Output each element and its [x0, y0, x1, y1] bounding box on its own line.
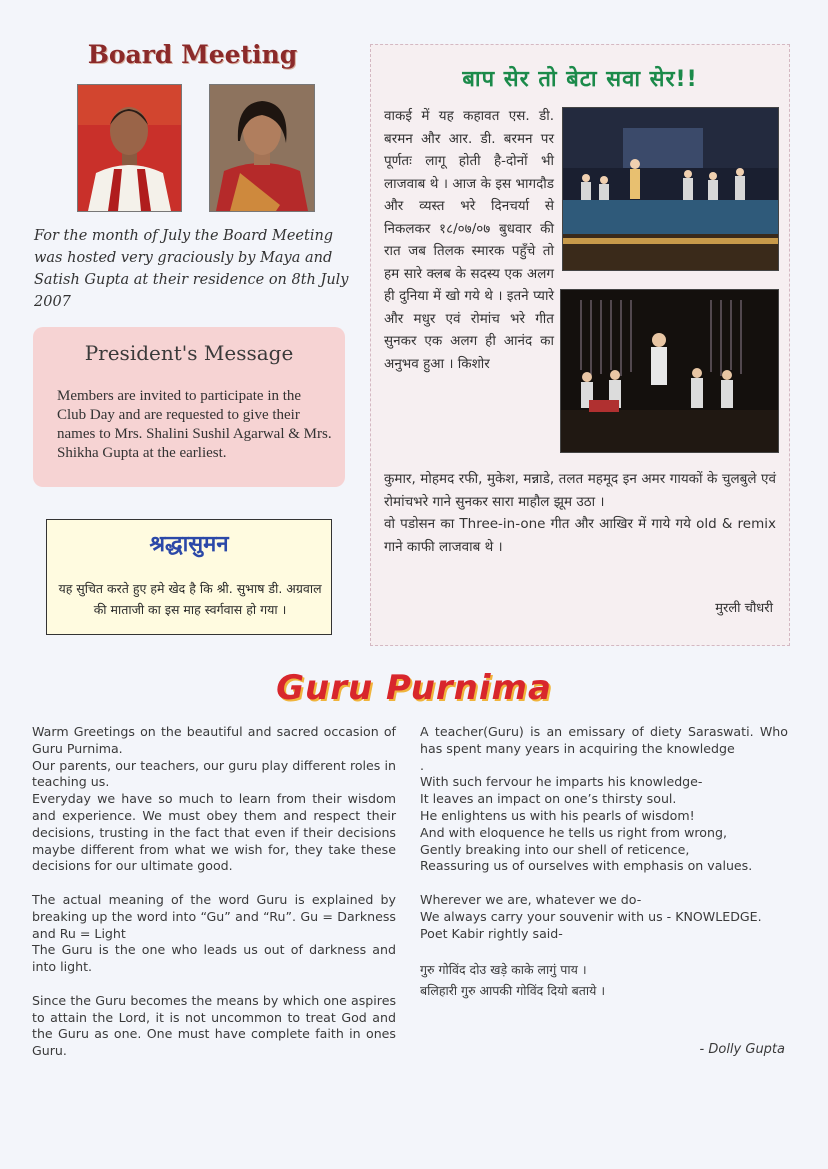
- article-wide-para-1: कुमार, मोहमद रफी, मुकेश, मन्नाडे, तलत महमूद इन अमर गायकों के चुलबुले एवं रोमांचभरे गाने सुनकर सारा माहौल झूम उठा ।: [384, 471, 776, 510]
- guru-purnima-right-column: [420, 724, 788, 1001]
- guru-intro: A teacher(Guru) is an emissary of diety Saraswati. Who has spent many years in acquiring the knowledge: [420, 724, 788, 756]
- poem-line: Reassuring us of ourselves with emphasis on values.: [420, 858, 753, 874]
- couplet-line: बलिहारी गुरु आपकी गोविंद दियो बताये ।: [420, 983, 606, 999]
- board-member-photo-male: [77, 84, 182, 212]
- guru-purnima-left-column: [32, 724, 396, 1060]
- condolence-title: श्रद्धासुमन: [149, 532, 229, 557]
- guru-para: The actual meaning of the word Guru is explained by breaking up the word into “Gu” and “Ru”. Gu = Darkness and Ru = Light: [32, 891, 396, 941]
- poem-line: We always carry your souvenir with us - KNOWLEDGE.: [420, 908, 762, 924]
- poem-line: Gently breaking into our shell of reticence,: [420, 841, 690, 857]
- condolence-text: यह सुचित करते हुए हमे खेद है कि श्री. सुभाष डी. अग्रवाल की माताजी का इस माह स्वर्गवास हो गया ।: [58, 581, 322, 617]
- concert-stage-photo-1: [562, 107, 779, 271]
- guru-para: Our parents, our teachers, our guru play different roles in teaching us.: [32, 757, 396, 790]
- guru-purnima-title: Guru Purnima: [276, 668, 552, 708]
- kabir-couplet: [420, 959, 788, 1001]
- poem-line: Poet Kabir rightly said-: [420, 925, 563, 941]
- article-title: बाप सेर तो बेटा सवा सेर!!: [462, 67, 698, 92]
- poem-line: It leaves an impact on one’s thirsty soul.: [420, 791, 677, 807]
- guru-intro-dot: .: [420, 757, 425, 773]
- poem-line: With such fervour he imparts his knowledge-: [420, 774, 703, 790]
- condolence-notice: [46, 519, 332, 635]
- guru-para: Warm Greetings on the beautiful and sacred occasion of Guru Purnima.: [32, 724, 396, 756]
- guru-para: Since the Guru becomes the means by which one aspires to attain the Lord, it is not uncommon to treat God and the Guru as one. One must have complete faith in ones Guru.: [32, 992, 396, 1059]
- poem-line: He enlightens us with his pearls of wisdom!: [420, 807, 695, 823]
- board-member-photo-female: [209, 84, 315, 212]
- board-meeting-title: Board Meeting: [87, 40, 298, 69]
- poem-line: Wherever we are, whatever we do-: [420, 891, 642, 907]
- concert-stage-photo-2: [560, 289, 779, 453]
- guru-poem-2: [420, 892, 788, 942]
- article-author: मुरली चौधरी: [715, 601, 773, 616]
- board-meeting-text: For the month of July the Board Meeting was hosted very graciously by Maya and Satish Gupta at their residence on 8th July 2007: [34, 228, 349, 310]
- guru-para: Everyday we have so much to learn from their wisdom and experience. We must obey them and respect their decisions, trusting in the fact that even if their decisions maybe different from what we wish for, they take these decisions for our ultimate good.: [32, 791, 396, 874]
- music-event-article: [370, 44, 790, 646]
- poem-line: And with eloquence he tells us right from wrong,: [420, 824, 727, 840]
- article-column-text: वाकई में यह कहावत एस. डी. बरमन और आर. डी. बरमन पर पूर्णतः लागू होती है-दोनों भी लाजवाब थे । आज के इस भागदौड और व्यस्त भरे दिनचर्या से निकलकर १८/०७/०७ बुधवार की रात जब तिलक स्मारक पहुँचे तो हम सारे क्लब के सदस्य एक अलग ही दुनिया में खो गये थे । इतने प्यारे और मधुर एवं रोमांच भरे गीत सुनकर एक अलग ही आनंद का अनुभव हुआ । किशोर: [384, 108, 554, 372]
- guru-poem: [420, 774, 788, 875]
- couplet-line: गुरु गोविंद दोउ खड़े काके लागुं पाय ।: [420, 962, 587, 978]
- article-wide-text: [384, 468, 776, 558]
- president-message-panel: [33, 327, 345, 487]
- president-message-title: President's Message: [84, 341, 294, 365]
- article-wide-para-2: वो पडोसन का Three-in-one गीत और आखिर में गाये गये old & remix गाने काफी लाजवाब थे ।: [384, 516, 776, 555]
- guru-para: The Guru is the one who leads us out of darkness and into light.: [32, 942, 396, 975]
- president-message-text: Members are invited to participate in the Club Day and are requested to give their names to Mrs. Shalini Sushil Agarwal & Mrs. Shikha Gupta at the earliest.: [57, 388, 332, 461]
- guru-purnima-author: - Dolly Gupta: [699, 1042, 785, 1057]
